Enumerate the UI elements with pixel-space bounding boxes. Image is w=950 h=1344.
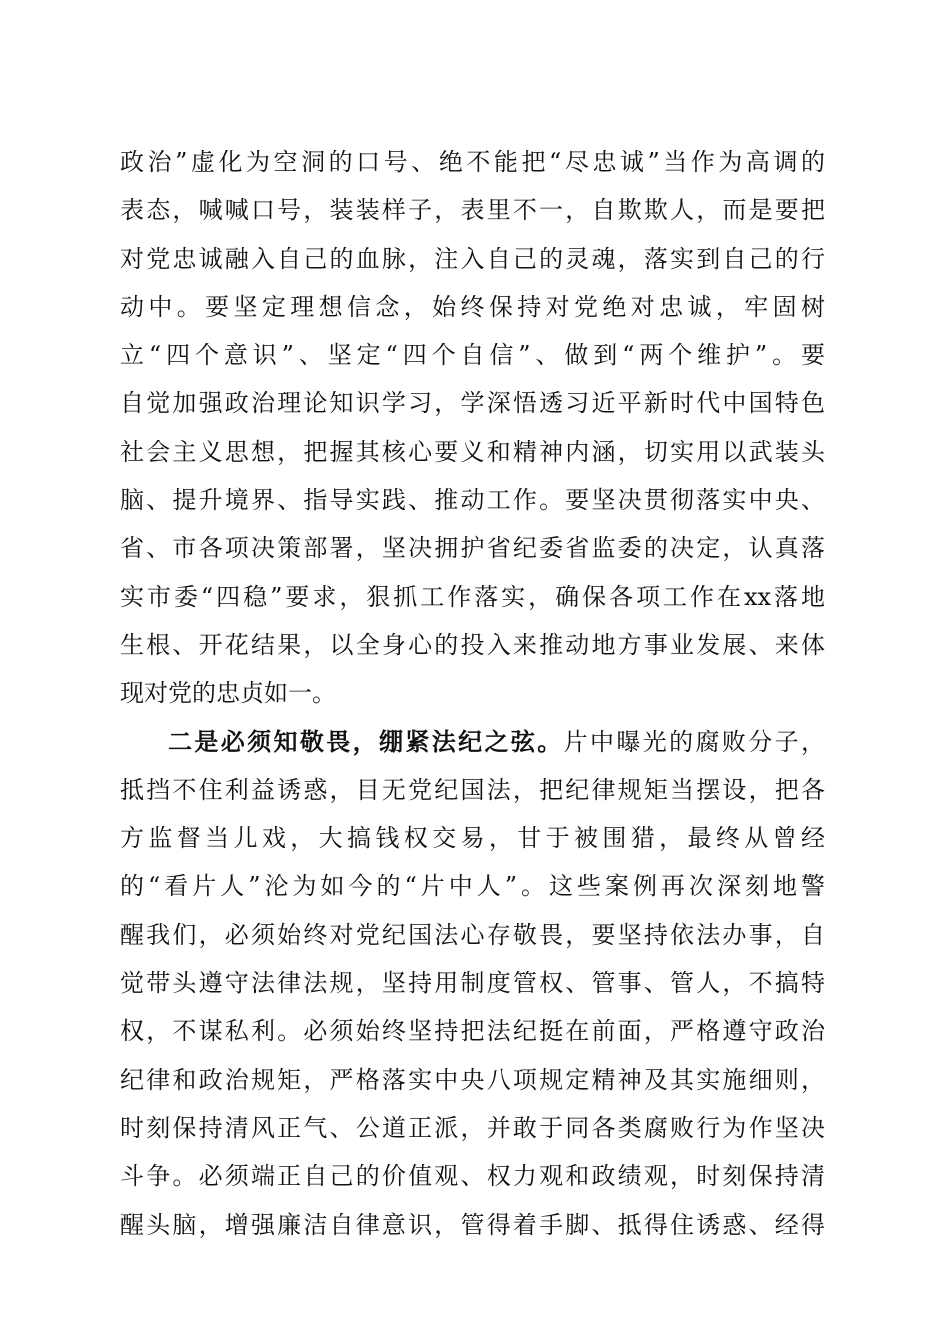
text-line: 表态，喊喊口号，装装样子，表里不一，自欺欺人，而是要把 xyxy=(120,196,825,225)
text-line: 醒我们，必须始终对党纪国法心存敬畏，要坚持依法办事，自 xyxy=(120,920,825,949)
text-line: 觉带头遵守法律法规，坚持用制度管权、管事、管人，不搞特 xyxy=(120,969,825,998)
text-line: 权，不谋私利。必须始终坚持把法纪挺在前面，严格遵守政治 xyxy=(120,1017,825,1046)
text-line: 时刻保持清风正气、公道正派，并敢于同各类腐败行为作坚决 xyxy=(120,1113,825,1142)
text-line: 对党忠诚融入自己的血脉，注入自己的灵魂，落实到自己的行 xyxy=(120,244,825,273)
first-line-rest: 片中曝光的腐败分子， xyxy=(563,727,825,756)
text-line: 政治”虚化为空洞的口号、绝不能把“尽忠诚”当作为高调的 xyxy=(120,148,825,176)
paragraph-2-first-line xyxy=(120,718,825,766)
text-line: 脑、提升境界、指导实践、推动工作。要坚决贯彻落实中央、 xyxy=(120,486,825,515)
text-line: 现对党的忠贞如一。 xyxy=(120,679,336,708)
text-line: 斗争。必须端正自己的价值观、权力观和政绩观，时刻保持清 xyxy=(120,1162,825,1191)
text-line: 醒头脑，增强廉洁自律意识，管得着手脚、抵得住诱惑、经得 xyxy=(120,1210,825,1239)
text-line: 纪律和政治规矩，严格落实中央八项规定精神及其实施细则， xyxy=(120,1065,825,1094)
text-line: 立“四个意识”、坚定“四个自信”、做到“两个维护”。要 xyxy=(120,341,825,370)
paragraph-2 xyxy=(120,718,825,1249)
text-line: 动中。要坚定理想信念，始终保持对党绝对忠诚，牢固树 xyxy=(120,292,825,321)
body-text xyxy=(120,138,825,1249)
section-heading: 二是必须知敬畏，绷紧法纪之弦。 xyxy=(168,726,564,756)
text-line: 抵挡不住利益诱惑，目无党纪国法，把纪律规矩当摆设，把各 xyxy=(120,775,825,804)
text-line: 的“看片人”沦为如今的“片中人”。这些案例再次深刻地警 xyxy=(120,872,825,901)
text-line: 实市委“四稳”要求，狠抓工作落实，确保各项工作在xx落地 xyxy=(120,582,825,611)
text-line: 自觉加强政治理论知识学习，学深悟透习近平新时代中国特色 xyxy=(120,389,825,418)
text-line: 省、市各项决策部署，坚决拥护省纪委省监委的决定，认真落 xyxy=(120,534,825,563)
paragraph-1 xyxy=(120,138,825,718)
text-line: 社会主义思想，把握其核心要义和精神内涵，切实用以武装头 xyxy=(120,437,825,466)
text-line: 方监督当儿戏，大搞钱权交易，甘于被围猎，最终从曾经 xyxy=(120,824,825,853)
text-line: 生根、开花结果，以全身心的投入来推动地方事业发展、来体 xyxy=(120,630,825,659)
